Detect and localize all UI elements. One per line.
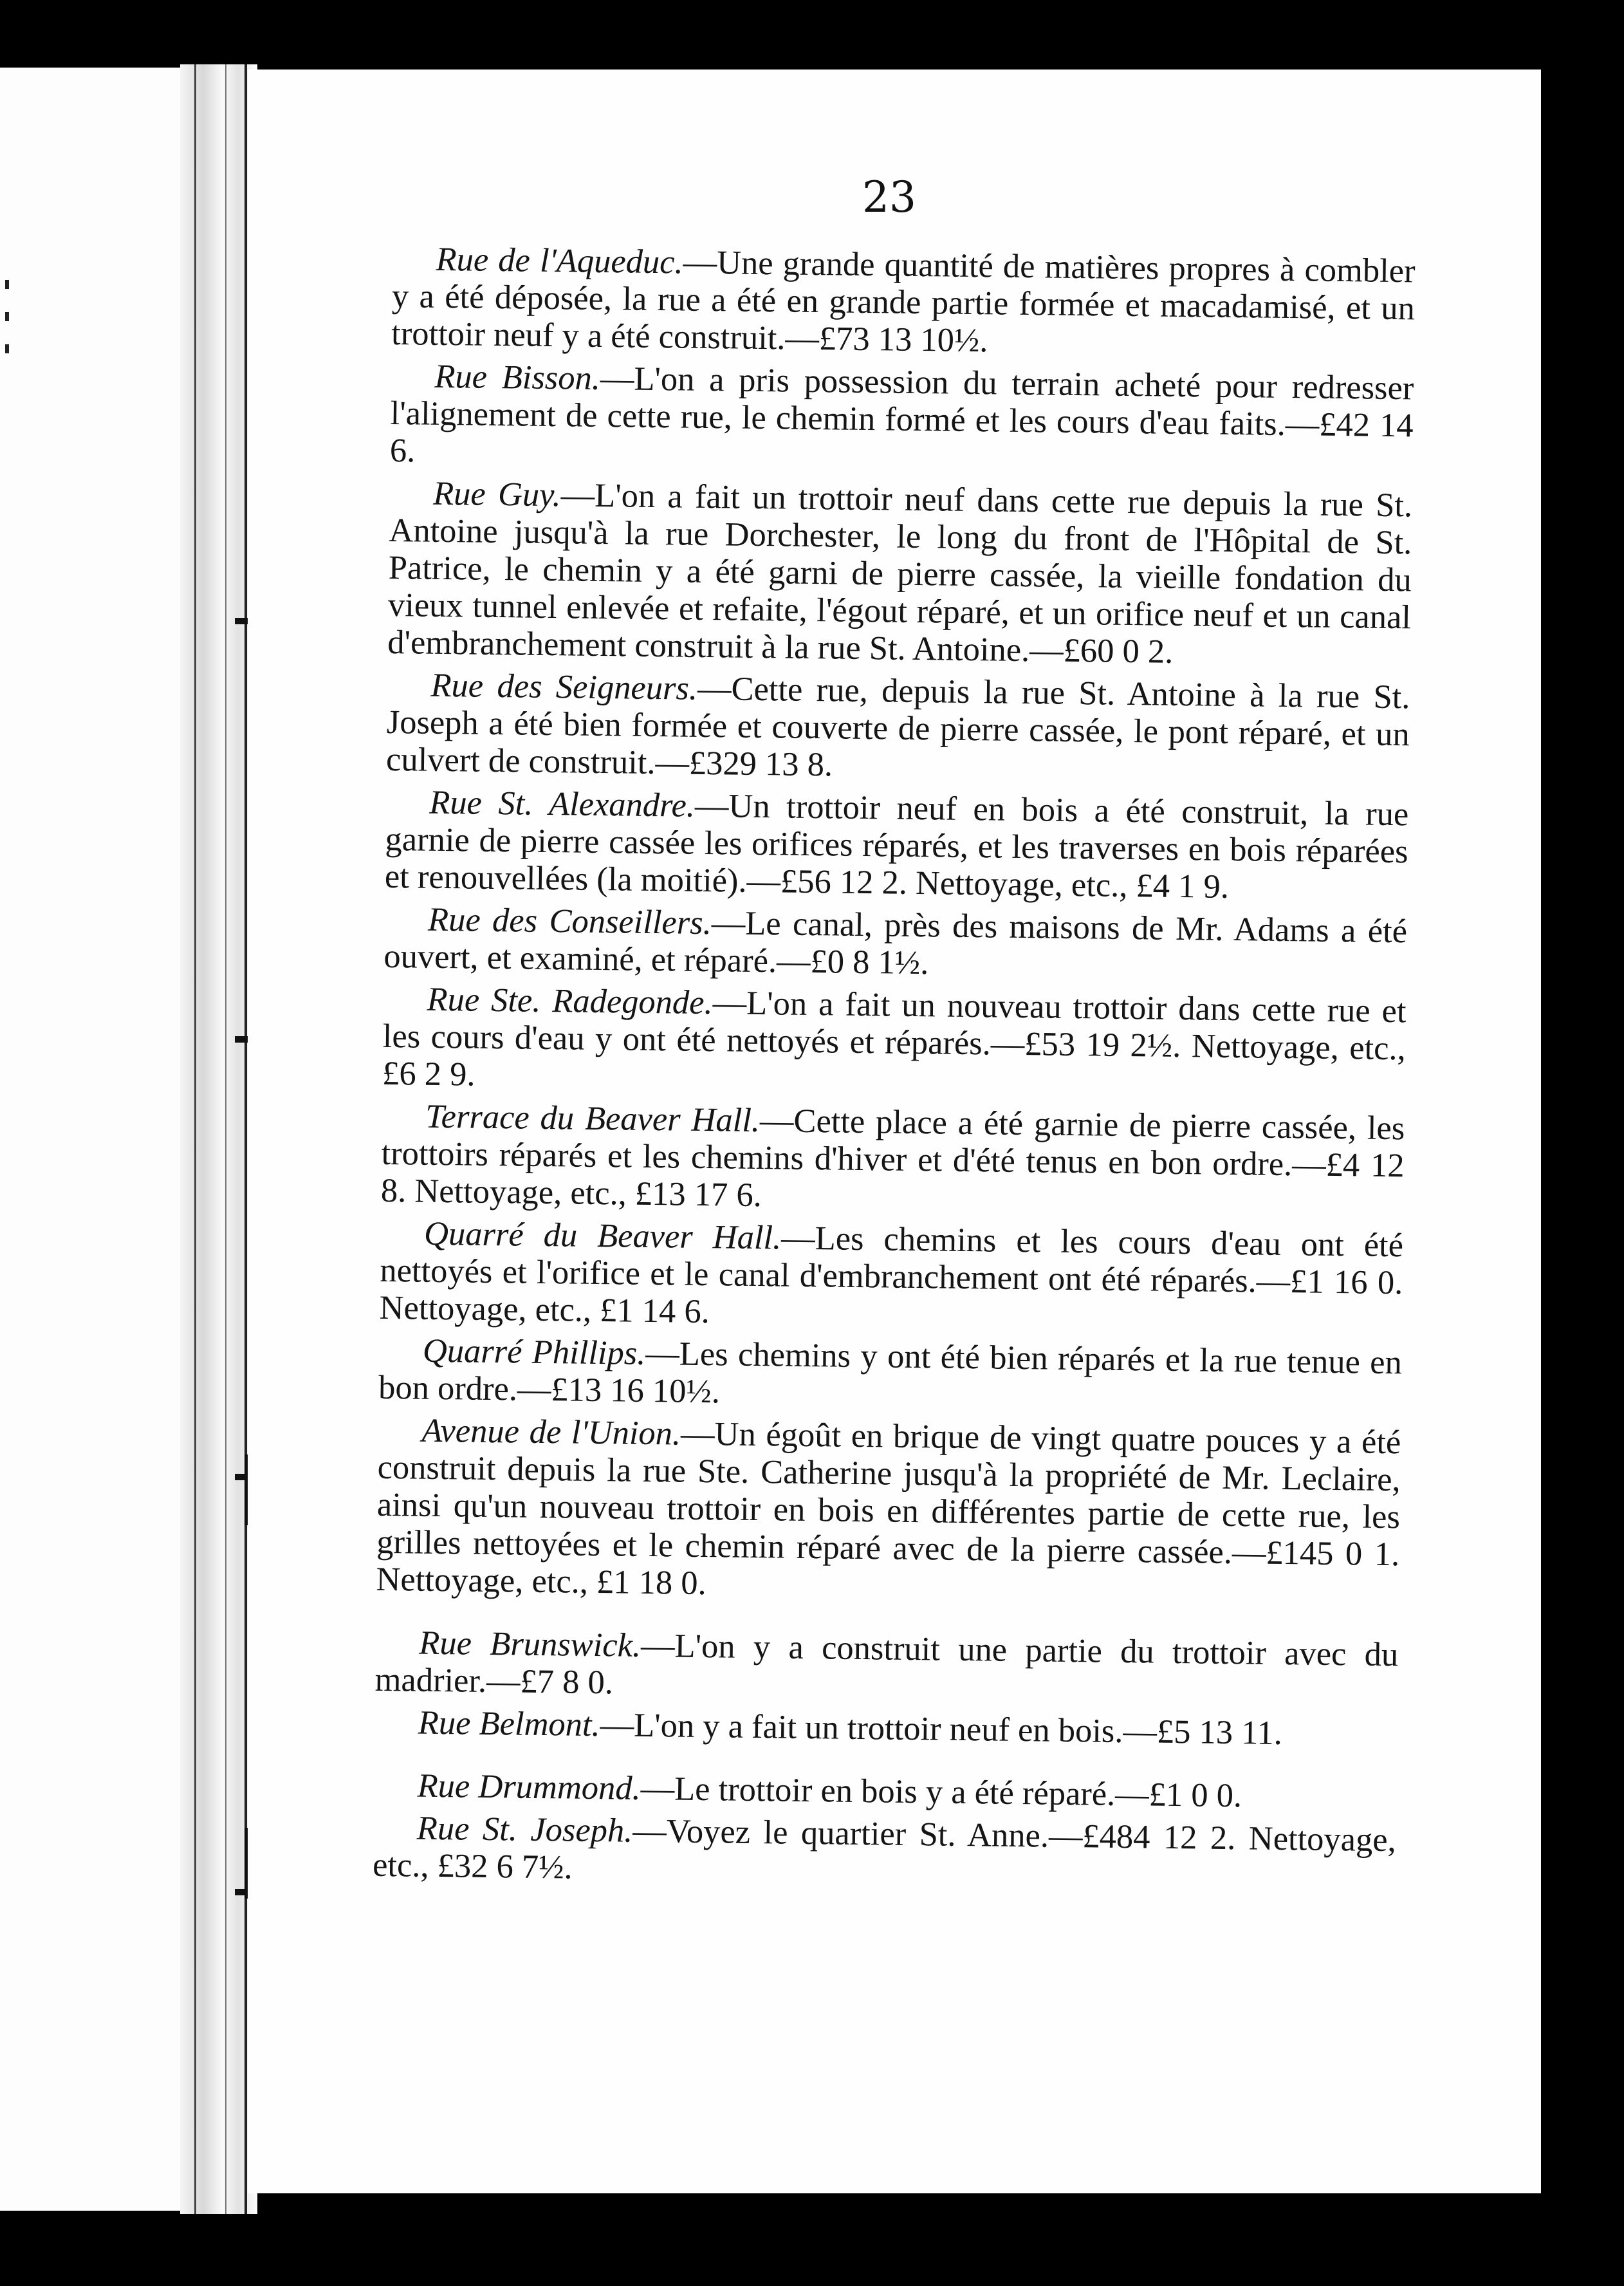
street-name: Rue Drummond. (417, 1767, 641, 1807)
street-name: Quarré Phillips. (422, 1332, 646, 1372)
entry-text: —L'on y a construit une partie du trottoir avec du madrier.—£7 8 0. (374, 1626, 1399, 1702)
street-name: Rue Bisson. (434, 357, 601, 397)
entry-rue-conseillers (383, 900, 1407, 987)
entry-rue-st-joseph (373, 1809, 1396, 1896)
entry-text: —Les chemins y ont été bien réparés et la rue tenue en bon ordre.—£13 16 10½. (378, 1334, 1403, 1411)
page-body (373, 240, 1416, 1901)
entry-text: —Un trottoir neuf en bois a été construit, la rue garnie de pierre cassée les orifices réparés, et les traverses en bois réparées et renouvellées (la moitié).—£56 12 2. Nettoyage, etc., £4 1 9. (384, 786, 1409, 906)
page-number: 23 (862, 172, 916, 222)
entry-avenue-union (376, 1411, 1401, 1610)
entry-text: —Le trottoir en bois y a été réparé.—£1 0 0. (640, 1769, 1242, 1815)
street-name: Rue St. Joseph. (416, 1809, 633, 1850)
entry-quarre-beaver-hall (379, 1214, 1403, 1339)
entry-text: —Une grande quantité de matières propres à combler y a été déposée, la rue a été en grande partie formée et macadamisé, et un trottoir neuf y a été construit.—£73 13 10½. (391, 243, 1416, 360)
entry-text: —Les chemins et les cours d'eau ont été nettoyés et l'orifice et le canal d'embranchement ont été réparés.—£1 16 0. Nettoyage, etc., £1 14 6. (379, 1219, 1404, 1331)
entry-rue-aqueduc (391, 240, 1416, 364)
entry-rue-st-alexandre (385, 783, 1409, 907)
entry-rue-guy (387, 474, 1412, 673)
street-name: Avenue de l'Union. (421, 1411, 681, 1453)
entry-text: —Un égoût en brique de vingt quatre pouces y a été construit depuis la rue Ste. Catherine jusqu'à la propriété de Mr. Leclaire, ainsi qu'un nouveau trottoir en bois en différentes partie de cette rue, les grilles nettoyées et le chemin réparé avec de la pierre cassée.—£145 0 1. Nettoyage, etc., £1 18 0. (376, 1415, 1401, 1603)
street-name: Quarré du Beaver Hall. (423, 1214, 782, 1257)
spine-fold-line (225, 64, 226, 2214)
street-name: Rue Belmont. (418, 1704, 601, 1744)
street-name: Rue Brunswick. (419, 1624, 641, 1664)
entry-terrace-beaver-hall (381, 1097, 1405, 1222)
street-name: Rue Ste. Radegonde. (427, 980, 714, 1022)
street-name: Rue St. Alexandre. (429, 783, 696, 824)
entry-rue-drummond (373, 1767, 1397, 1816)
entry-text: —L'on a fait un nouveau trottoir dans cette rue et les cours d'eau y ont été nettoyés et réparés.—£53 19 2½. Nettoyage, etc., £6 2 9. (382, 984, 1407, 1093)
street-name: Rue des Seigneurs. (430, 666, 698, 707)
street-name: Rue des Conseillers. (427, 900, 712, 942)
book-page (248, 70, 1541, 2193)
entry-text: —Cette place a été garnie de pierre cassée, les trottoirs réparés et les chemins d'hiver et d'été tenus en bon ordre.—£4 12 8. Nettoyage, etc., £13 17 6. (380, 1102, 1405, 1214)
entry-rue-bisson (390, 357, 1414, 481)
spine-fold-line (194, 64, 196, 2214)
entry-rue-belmont (374, 1704, 1398, 1753)
entry-text: —L'on a fait un trottoir neuf dans cette rue depuis la rue St. Antoine jusqu'à la rue Dorchester, le long du front de l'Hôpital de St. Patrice, le chemin y a été garni de pierre cassée, la vieille fondation du vieux tunnel enlevée et refaite, l'égout réparé, et un orifice neuf et un canal d'embranchement construit à la rue St. Antoine.—£60 0 2. (387, 476, 1413, 671)
entry-rue-ste-radegonde (382, 980, 1407, 1104)
facing-page-edge-marks (0, 68, 19, 2211)
entry-rue-seigneurs (386, 666, 1410, 790)
entry-text: —Cette rue, depuis la rue St. Antoine à la rue St. Joseph a été bien formée et couverte de pierre cassée, le pont réparé, et un culvert de construit.—£329 13 8. (385, 669, 1410, 784)
street-name: Terrace du Beaver Hall. (425, 1097, 761, 1140)
entry-quarre-phillips (378, 1332, 1402, 1418)
street-name: Rue de l'Aqueduc. (436, 240, 684, 281)
entry-text: —Voyez le quartier St. Anne.—£484 12 2. Nettoyage, etc., £32 6 7½. (372, 1812, 1397, 1886)
entry-rue-brunswick (374, 1624, 1398, 1711)
street-name: Rue Guy. (432, 474, 562, 514)
entry-text: —L'on a pris possession du terrain acheté pour redresser l'alignement de cette rue, le chemin formé et les cours d'eau faits.—£42 14 6. (389, 359, 1414, 470)
entry-text: —L'on y a fait un trottoir neuf en bois.—£5 13 11. (600, 1706, 1283, 1752)
entry-text: —Le canal, près des maisons de Mr. Adams a été ouvert, et examiné, et réparé.—£0 8 1½. (383, 904, 1408, 982)
